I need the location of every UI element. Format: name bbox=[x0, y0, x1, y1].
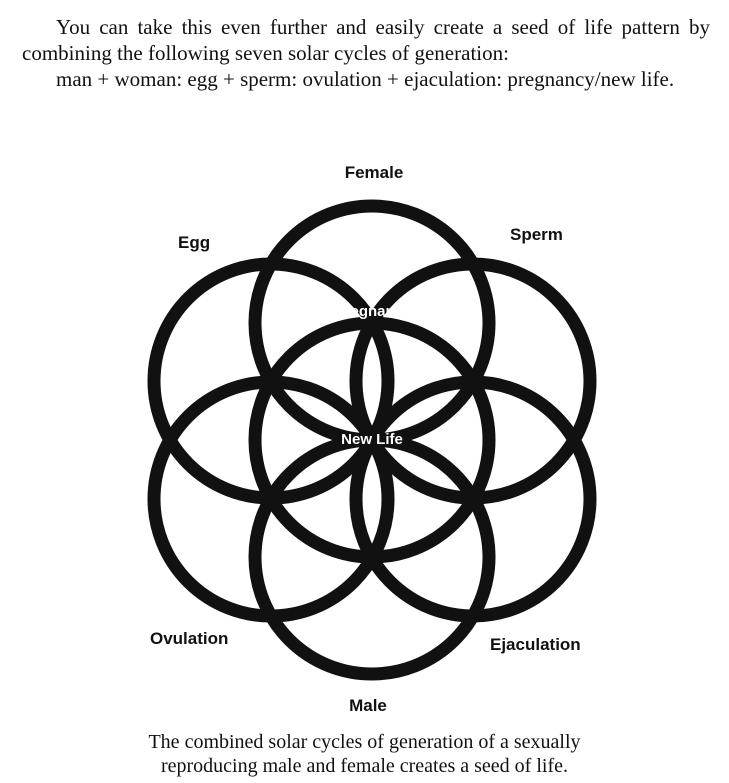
seed-of-life-diagram bbox=[0, 150, 729, 720]
label-female: Female bbox=[344, 163, 404, 182]
label-new-life: New Life bbox=[341, 431, 403, 448]
label-pregnancy: Pregnancy bbox=[334, 303, 412, 320]
intro-paragraph-2: man + woman: egg + sperm: ovulation + ejaculation: pregnancy/new life. bbox=[56, 67, 675, 91]
caption-line-1: The combined solar cycles of generation of a sexually bbox=[148, 731, 581, 753]
figure-caption bbox=[0, 730, 729, 778]
label-ovulation: Ovulation bbox=[150, 629, 229, 648]
intro-paragraph-1: You can take this even further and easily create a seed of life pattern by combining the following seven solar cycles of generation: bbox=[22, 15, 710, 65]
label-sperm: Sperm bbox=[510, 225, 563, 244]
label-male: Male bbox=[349, 696, 387, 715]
label-ejaculation: Ejaculation bbox=[490, 635, 581, 654]
intro-text bbox=[22, 14, 710, 92]
caption-line-2: reproducing male and female creates a seed of life. bbox=[160, 755, 568, 777]
label-egg: Egg bbox=[178, 233, 211, 252]
